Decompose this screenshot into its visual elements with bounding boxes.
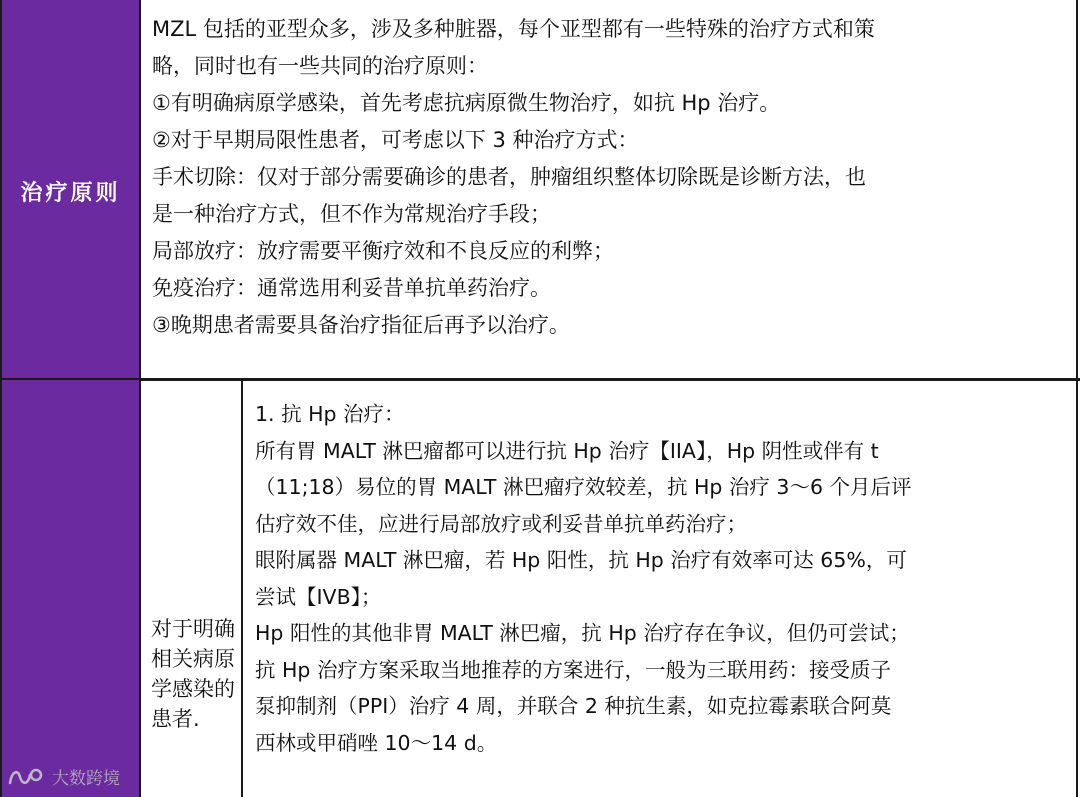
text-line: 眼附属器 MALT 淋巴瘤，若 Hp 阳性，抗 Hp 治疗有效率可达 65%，可	[255, 548, 907, 572]
text-line: 所有胃 MALT 淋巴瘤都可以进行抗 Hp 治疗【IIA】，Hp 阴性或伴有 t	[255, 438, 879, 463]
text-line: 局部放疗：放疗需要平衡疗效和不良反应的利弊；	[152, 239, 614, 263]
text-line: Hp 阳性的其他非胃 MALT 淋巴瘤，抗 Hp 治疗存在争议，但仍可尝试；	[255, 621, 910, 645]
text-line: （11;18）易位的胃 MALT 淋巴瘤疗效较差，抗 Hp 治疗 3～6 个月后评	[255, 475, 912, 499]
text-line: 1. 抗 Hp 治疗：	[255, 402, 405, 426]
treatment-principles-content	[143, 0, 1078, 380]
watermark-logo-icon	[6, 763, 46, 789]
text-line: 泵抑制剂（PPI）治疗 4 周，并联合 2 种抗生素，如克拉霉素联合阿莫	[255, 694, 892, 718]
text-line: ②对于早期局限性患者，可考虑以下 3 种治疗方式：	[152, 128, 639, 152]
table-row-pathogen-infection	[0, 380, 1080, 797]
table-left-border	[0, 0, 2, 797]
row-header-cell	[2, 380, 141, 797]
watermark-text: 大数跨境	[52, 768, 120, 789]
table-row-treatment-principles	[0, 0, 1080, 380]
text-line: 估疗效不佳，应进行局部放疗或利妥昔单抗单药治疗；	[255, 511, 747, 536]
sub-header-cell	[143, 380, 243, 797]
text-line: 略，同时也有一些共同的治疗原则：	[152, 54, 488, 78]
anti-hp-treatment-content	[245, 380, 1078, 797]
text-line: 西林或甲硝唑 10～14 d。	[255, 730, 498, 755]
text-line: ③晚期患者需要具备治疗指征后再予以治疗。	[152, 313, 570, 337]
row-header-cell	[2, 0, 141, 380]
row-header-label: 治疗原则	[20, 181, 121, 206]
watermark	[6, 762, 120, 790]
sub-header-label: 对于明确相关病原学感染的患者.	[151, 617, 235, 731]
text-line: 尝试【IVB】；	[255, 584, 382, 609]
text-line: ①有明确病原学感染，首先考虑抗病原微生物治疗，如抗 Hp 治疗。	[152, 91, 781, 115]
text-line: 免疫治疗：通常选用利妥昔单抗单药治疗。	[152, 276, 551, 300]
text-line: 手术切除：仅对于部分需要确诊的患者，肿瘤组织整体切除既是诊断方法，也	[152, 165, 866, 189]
text-line: MZL 包括的亚型众多，涉及多种脏器，每个亚型都有一些特殊的治疗方式和策	[152, 17, 875, 41]
text-line: 是一种治疗方式，但不作为常规治疗手段；	[152, 202, 551, 226]
text-line: 抗 Hp 治疗方案采取当地推荐的方案进行，一般为三联用药：接受质子	[255, 657, 891, 682]
